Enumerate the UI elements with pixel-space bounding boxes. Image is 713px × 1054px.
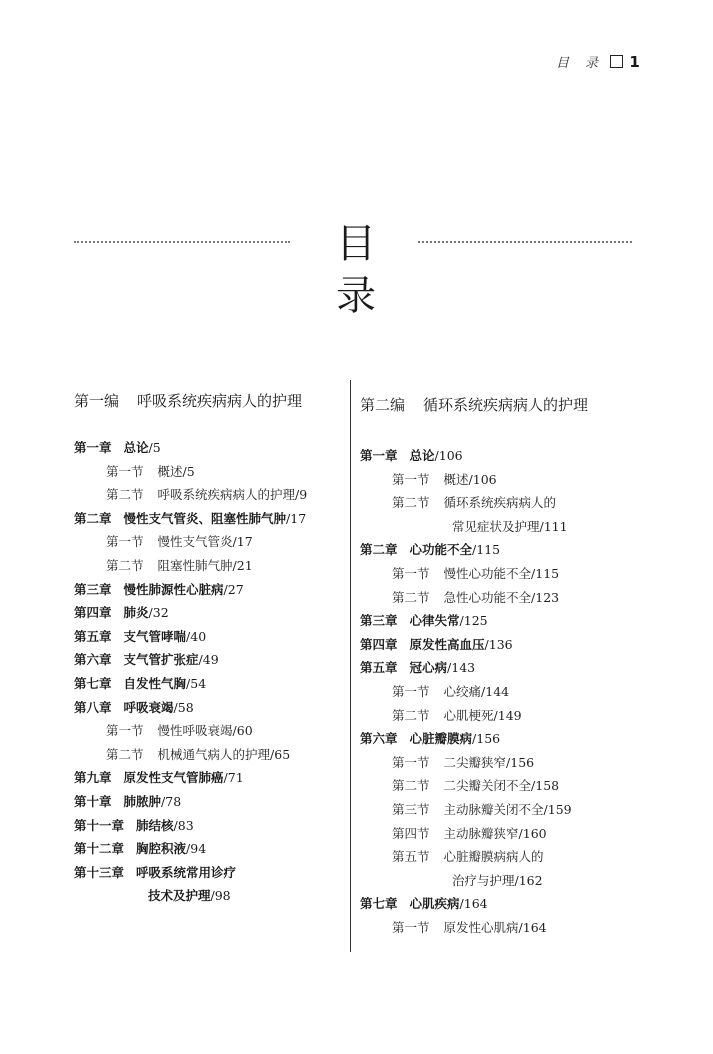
entry-title: 心功能不全 bbox=[409, 542, 473, 558]
entry-title: 慢性支气管炎 bbox=[157, 534, 233, 550]
entry-number: 第一节 bbox=[392, 565, 430, 581]
entry-title: 呼吸系统疾病病人的护理 bbox=[157, 487, 296, 503]
entry-page-number: /156 bbox=[472, 731, 501, 747]
entry-number: 第十二章 bbox=[74, 841, 125, 857]
entry-title: 主动脉瓣关闭不全 bbox=[443, 801, 544, 817]
entry-number: 第五章 bbox=[360, 660, 398, 676]
entry-number: 第一节 bbox=[392, 919, 430, 935]
entry-page-number: /144 bbox=[481, 683, 510, 699]
entry-number: 第二节 bbox=[392, 778, 430, 794]
toc-section-entry bbox=[360, 822, 660, 846]
toc-section-entry bbox=[74, 554, 348, 578]
entry-number: 第六章 bbox=[74, 652, 112, 668]
entry-title: 呼吸系统常用诊疗 bbox=[136, 864, 237, 880]
entry-title: 心肌梗死 bbox=[443, 707, 494, 723]
entry-title: 治疗与护理 bbox=[452, 872, 515, 888]
entry-number: 第二章 bbox=[74, 510, 112, 526]
entry-number: 第六章 bbox=[360, 731, 398, 747]
entry-number: 第三节 bbox=[392, 801, 430, 817]
entry-title: 支气管扩张症 bbox=[123, 652, 199, 668]
toc-chapter-entry bbox=[360, 633, 660, 657]
toc-chapter-entry bbox=[74, 578, 348, 602]
toc-chapter-entry bbox=[74, 672, 348, 696]
entry-page-number: /106 bbox=[434, 448, 463, 463]
entry-number: 第三章 bbox=[360, 613, 398, 629]
entry-number: 第七章 bbox=[74, 675, 112, 691]
entry-title: 总论 bbox=[409, 448, 435, 463]
entry-page-number: /160 bbox=[518, 825, 547, 841]
entry-page-number: /159 bbox=[543, 801, 572, 817]
entry-title: 主动脉瓣狭窄 bbox=[443, 825, 519, 841]
entry-page-number: /49 bbox=[198, 652, 219, 668]
entry-title: 心律失常 bbox=[409, 613, 460, 629]
toc-chapter-entry bbox=[74, 625, 348, 649]
entry-page-number: /78 bbox=[161, 793, 182, 809]
toc-column-left bbox=[74, 378, 348, 908]
header-box-ornament bbox=[610, 55, 623, 68]
entry-title: 二尖瓣狭窄 bbox=[443, 754, 507, 770]
column-divider bbox=[350, 380, 351, 952]
entry-number: 第四章 bbox=[74, 605, 112, 621]
part-title: 循环系统疾病病人的护理 bbox=[423, 396, 589, 414]
entry-page-number: /143 bbox=[447, 660, 476, 676]
entry-page-number: /149 bbox=[493, 707, 522, 723]
entry-title: 原发性支气管肺癌 bbox=[123, 770, 224, 786]
entry-page-number: /83 bbox=[173, 817, 194, 833]
entry-number: 第一节 bbox=[106, 534, 144, 550]
toc-chapter-entry bbox=[74, 436, 348, 460]
toc-chapter-entry bbox=[74, 790, 348, 814]
entry-title: 阻塞性肺气肿 bbox=[157, 557, 233, 573]
toc-chapter-entry bbox=[74, 507, 348, 531]
toc-section-entry bbox=[74, 530, 348, 554]
entry-number: 第二节 bbox=[392, 707, 430, 723]
entry-number: 第七章 bbox=[360, 896, 398, 912]
entry-page-number: /158 bbox=[531, 778, 560, 794]
entry-number: 第五节 bbox=[392, 849, 430, 865]
entry-number: 第十章 bbox=[74, 793, 112, 809]
entry-page-number: /32 bbox=[148, 605, 169, 621]
entry-page-number: /125 bbox=[459, 613, 488, 629]
entry-number: 第二节 bbox=[106, 557, 144, 573]
entry-title: 常见症状及护理 bbox=[452, 518, 540, 534]
title-row bbox=[74, 218, 632, 319]
toc-section-entry bbox=[360, 468, 660, 492]
entry-title: 原发性高血压 bbox=[409, 636, 485, 652]
entry-page-number: /21 bbox=[232, 557, 253, 573]
toc-chapter-entry bbox=[360, 444, 660, 468]
toc-chapter-entry bbox=[74, 766, 348, 790]
entry-title: 慢性心功能不全 bbox=[443, 565, 532, 581]
toc-chapter-entry bbox=[74, 601, 348, 625]
toc-section-entry bbox=[360, 774, 660, 798]
entry-number: 第四章 bbox=[360, 636, 398, 652]
running-header-text: 目 录 bbox=[556, 56, 605, 71]
entry-page-number: /17 bbox=[286, 510, 307, 526]
entry-page-number: /111 bbox=[539, 518, 568, 534]
page-number: 1 bbox=[629, 53, 640, 71]
entry-number: 第一节 bbox=[106, 463, 144, 479]
entry-number: 第一节 bbox=[392, 683, 430, 699]
entry-title: 胸腔积液 bbox=[136, 841, 187, 857]
entry-title: 心绞痛 bbox=[443, 683, 482, 699]
entry-page-number: /17 bbox=[232, 534, 253, 550]
entry-number: 第八章 bbox=[74, 699, 112, 715]
toc-section-entry bbox=[360, 586, 660, 610]
entry-page-number: /5 bbox=[182, 463, 195, 479]
part-number: 第一编 bbox=[74, 392, 120, 410]
entry-page-number: /162 bbox=[514, 872, 543, 888]
entry-number: 第四节 bbox=[392, 825, 430, 841]
entry-page-number: /106 bbox=[468, 471, 497, 487]
toc-chapter-entry bbox=[74, 696, 348, 720]
entry-page-number: /71 bbox=[223, 770, 244, 786]
toc-entries-left bbox=[74, 436, 348, 908]
toc-chapter-entry bbox=[74, 814, 348, 838]
entry-title: 肺炎 bbox=[123, 605, 149, 621]
entry-title: 支气管哮喘 bbox=[123, 628, 187, 644]
entry-title: 肺结核 bbox=[136, 817, 174, 833]
toc-chapter-entry bbox=[360, 609, 660, 633]
entry-number: 第三章 bbox=[74, 581, 112, 597]
toc-chapter-entry bbox=[360, 727, 660, 751]
entry-page-number: /5 bbox=[148, 440, 161, 455]
entry-page-number: /98 bbox=[210, 888, 231, 904]
entry-number: 第二节 bbox=[106, 746, 144, 762]
entry-page-number: /123 bbox=[531, 589, 560, 605]
entry-title: 技术及护理 bbox=[148, 888, 211, 904]
toc-chapter-entry bbox=[360, 892, 660, 916]
title-dotted-rule-left bbox=[74, 241, 290, 243]
entry-title: 概述 bbox=[157, 463, 183, 479]
entry-title: 概述 bbox=[443, 471, 469, 487]
entry-page-number: /58 bbox=[173, 699, 194, 715]
toc-section-entry bbox=[74, 460, 348, 484]
entry-number: 第一节 bbox=[392, 754, 430, 770]
entry-page-number: /136 bbox=[484, 636, 513, 652]
entry-title: 总论 bbox=[123, 440, 149, 455]
entry-page-number: /156 bbox=[506, 754, 535, 770]
toc-section-entry bbox=[74, 483, 348, 507]
entry-title: 原发性心肌病 bbox=[443, 919, 519, 935]
entry-number: 第二节 bbox=[106, 487, 144, 503]
toc-entries-right bbox=[360, 444, 660, 939]
entry-page-number: /65 bbox=[270, 746, 291, 762]
toc-section-entry bbox=[360, 916, 660, 940]
entry-page-number: /27 bbox=[223, 581, 244, 597]
entry-number: 第十一章 bbox=[74, 817, 125, 833]
entry-page-number: /9 bbox=[295, 487, 308, 503]
entry-number: 第十三章 bbox=[74, 864, 125, 880]
entry-number: 第一章 bbox=[360, 448, 398, 463]
entry-title: 机械通气病人的护理 bbox=[157, 746, 271, 762]
toc-chapter-entry bbox=[74, 861, 348, 885]
toc-section-entry bbox=[360, 680, 660, 704]
toc-chapter-entry bbox=[74, 648, 348, 672]
entry-title: 急性心功能不全 bbox=[443, 589, 532, 605]
entry-number: 第一章 bbox=[74, 440, 112, 455]
title-dotted-rule-right bbox=[418, 241, 632, 243]
entry-number: 第二章 bbox=[360, 542, 398, 558]
toc-section-entry bbox=[360, 704, 660, 728]
entry-title: 心肌疾病 bbox=[409, 896, 460, 912]
entry-title: 二尖瓣关闭不全 bbox=[443, 778, 532, 794]
entry-number: 第一节 bbox=[392, 471, 430, 487]
toc-section-entry bbox=[360, 562, 660, 586]
entry-page-number: /164 bbox=[518, 919, 547, 935]
toc-chapter-entry bbox=[74, 884, 348, 908]
entry-page-number: /40 bbox=[186, 628, 207, 644]
entry-title: 循环系统疾病病人的 bbox=[443, 495, 557, 511]
toc-chapter-entry bbox=[360, 656, 660, 680]
toc-section-entry bbox=[360, 869, 660, 893]
entry-title: 肺脓肿 bbox=[123, 793, 162, 809]
entry-title: 呼吸衰竭 bbox=[123, 699, 174, 715]
entry-title: 心脏瓣膜病病人的 bbox=[443, 849, 544, 865]
entry-page-number: /94 bbox=[186, 841, 207, 857]
toc-section-entry bbox=[360, 845, 660, 869]
entry-page-number: /115 bbox=[531, 565, 560, 581]
entry-number: 第五章 bbox=[74, 628, 112, 644]
entry-title: 慢性支气管炎、阻塞性肺气肿 bbox=[123, 510, 287, 526]
entry-title: 慢性肺源性心脏病 bbox=[123, 581, 224, 597]
entry-number: 第一节 bbox=[106, 723, 144, 739]
entry-page-number: /115 bbox=[472, 542, 501, 558]
entry-title: 冠心病 bbox=[409, 660, 448, 676]
part-heading bbox=[360, 394, 660, 416]
toc-section-entry bbox=[360, 751, 660, 775]
entry-title: 心脏瓣膜病 bbox=[409, 731, 473, 747]
entry-number: 第二节 bbox=[392, 495, 430, 511]
toc-section-entry bbox=[74, 719, 348, 743]
entry-title: 慢性呼吸衰竭 bbox=[157, 723, 233, 739]
toc-section-entry bbox=[74, 743, 348, 767]
toc-chapter-entry bbox=[74, 837, 348, 861]
toc-section-entry bbox=[360, 491, 660, 515]
part-number: 第二编 bbox=[360, 396, 406, 414]
toc-column-right bbox=[360, 378, 660, 939]
part-heading bbox=[74, 390, 348, 412]
part-title: 呼吸系统疾病病人的护理 bbox=[137, 392, 303, 410]
entry-page-number: /60 bbox=[232, 723, 253, 739]
entry-number: 第九章 bbox=[74, 770, 112, 786]
toc-section-entry bbox=[360, 798, 660, 822]
entry-title: 自发性气胸 bbox=[123, 675, 187, 691]
running-header bbox=[556, 50, 696, 74]
entry-page-number: /164 bbox=[459, 896, 488, 912]
entry-number: 第二节 bbox=[392, 589, 430, 605]
entry-page-number: /54 bbox=[186, 675, 207, 691]
toc-section-entry bbox=[360, 515, 660, 539]
page-title: 目录 bbox=[336, 221, 402, 319]
toc-chapter-entry bbox=[360, 538, 660, 562]
